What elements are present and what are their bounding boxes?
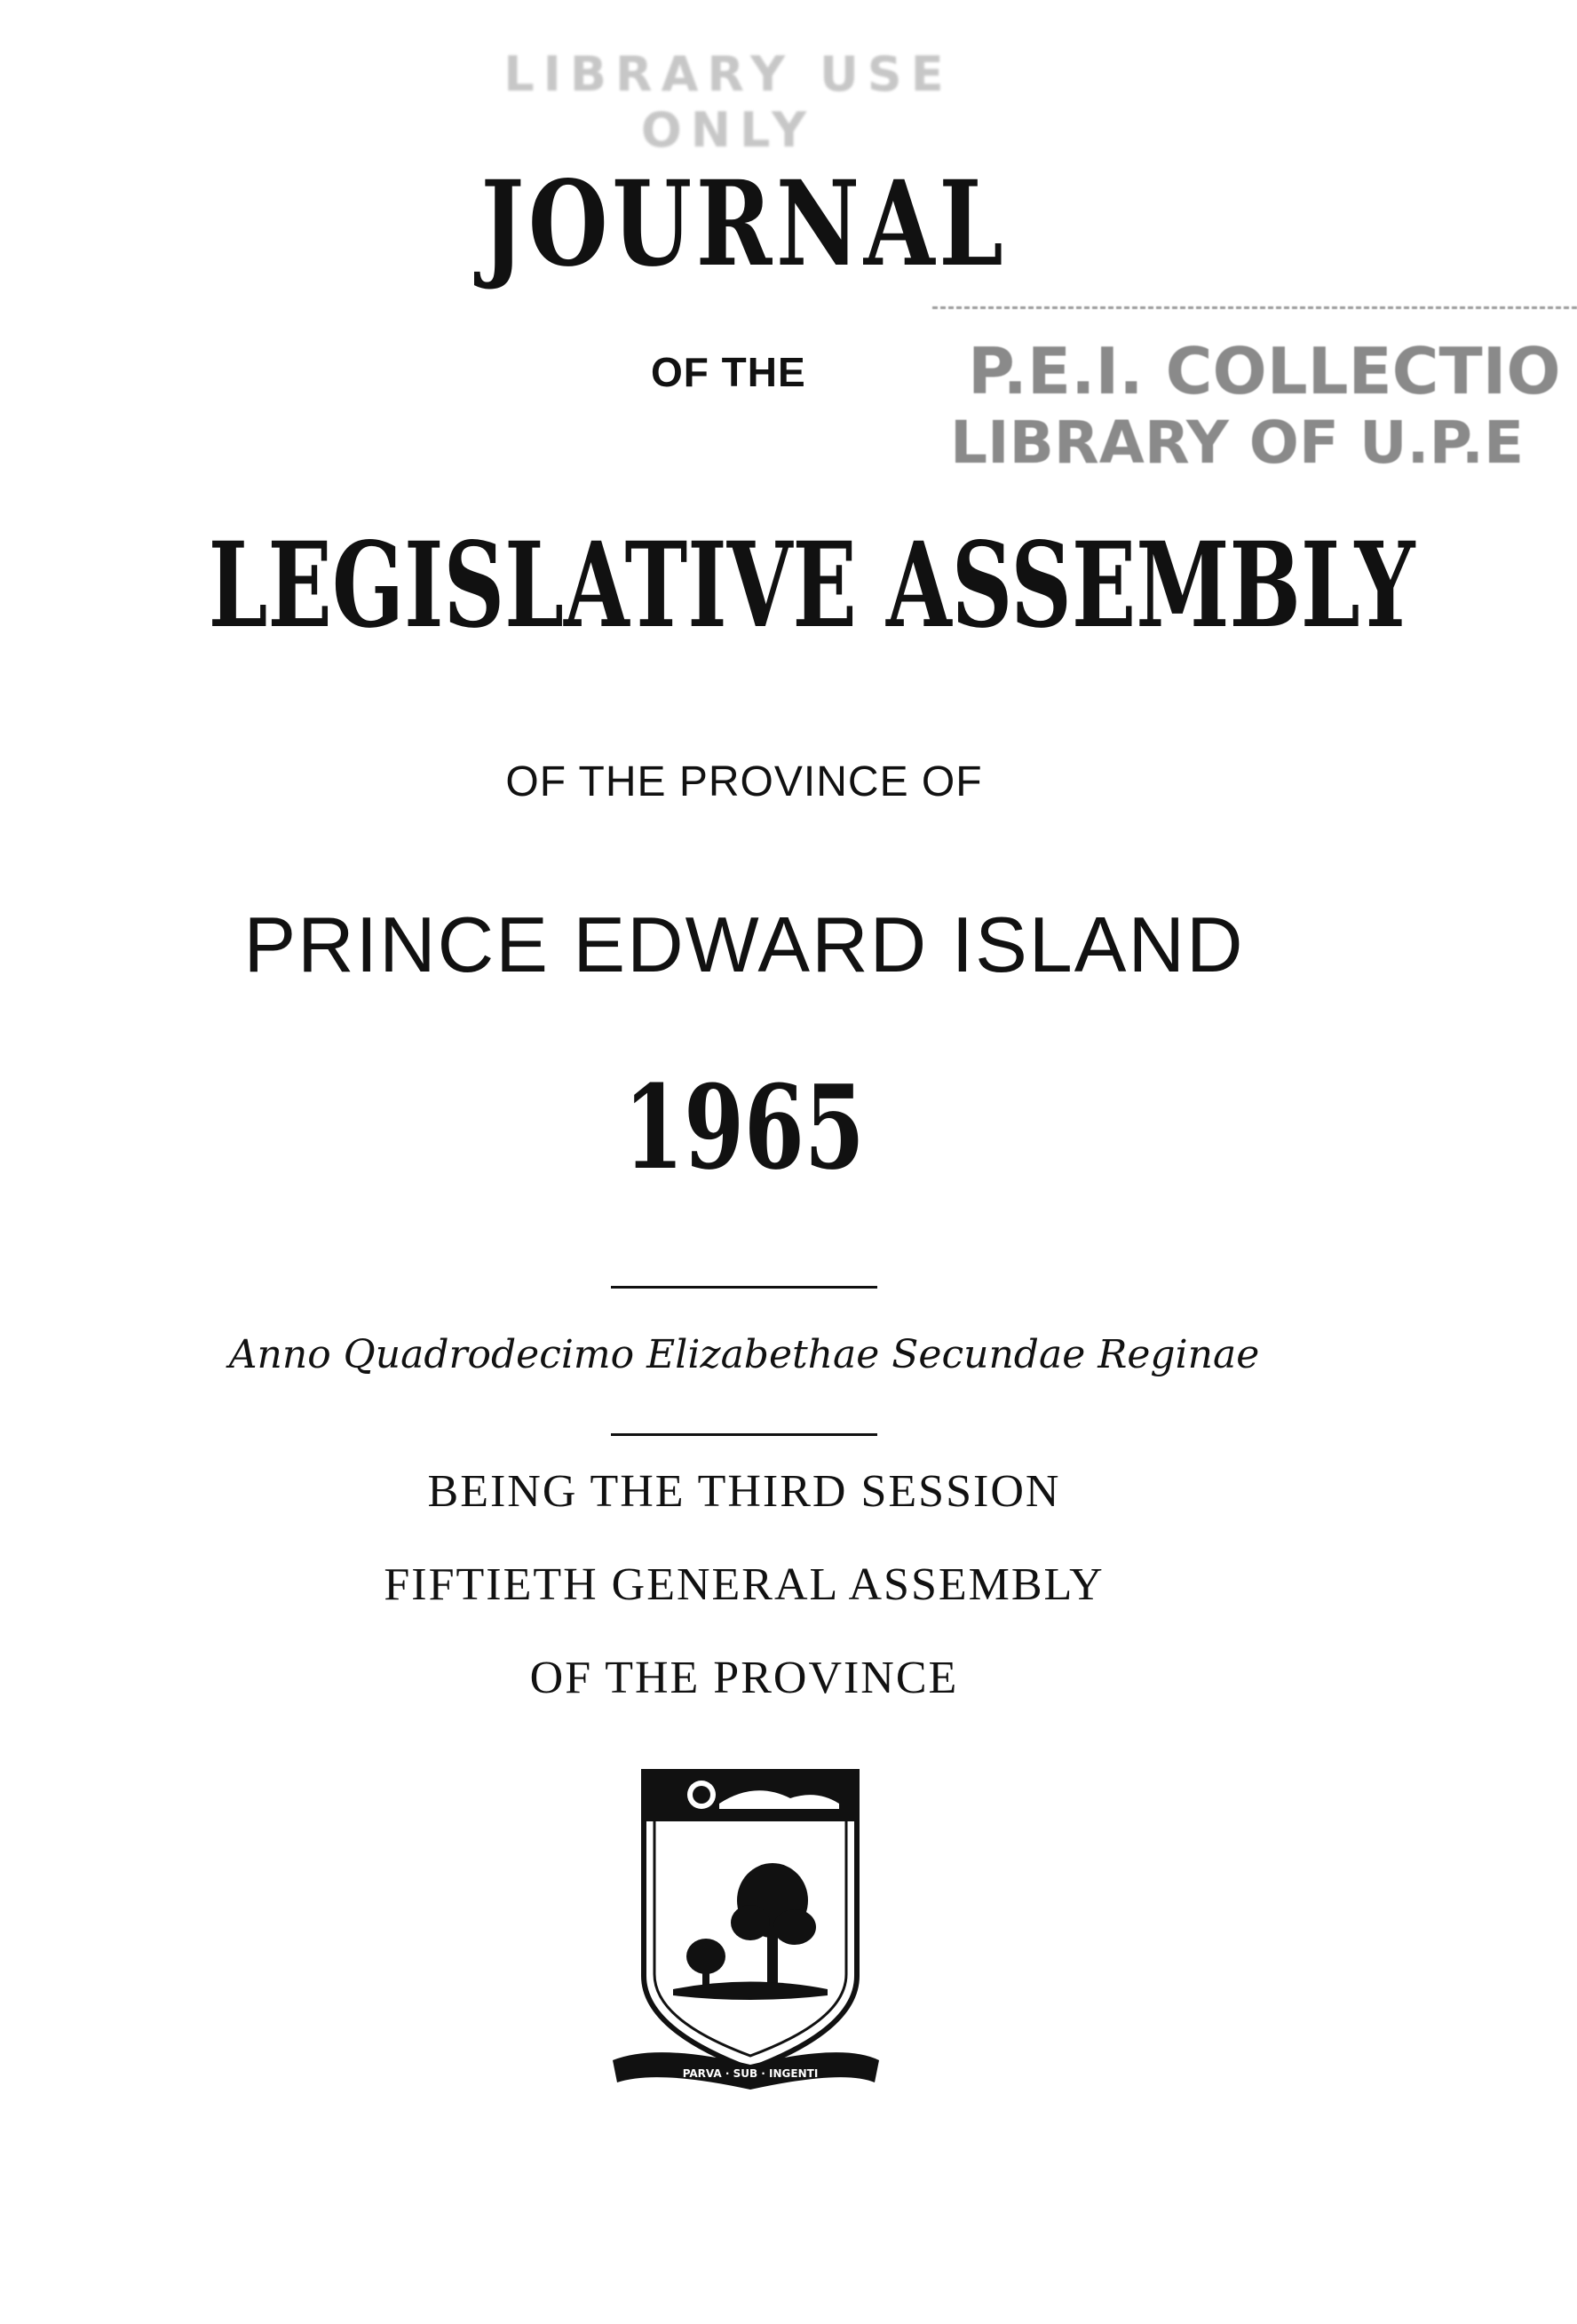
library-use-only-stamp: LIBRARY USE ONLY [503,46,953,158]
of-the-subtitle: OF THE [651,349,806,395]
stamp-collection-line: P.E.I. COLLECTIO [968,334,1561,408]
stamp-library-line: LIBRARY OF U.P.E [950,408,1525,477]
session-line-2: FIFTIETH GENERAL ASSEMBLY [384,1559,1105,1610]
pei-collection-stamp [932,306,1577,487]
session-line-1: BEING THE THIRD SESSION [427,1466,1061,1517]
legislative-assembly-title: LEGISLATIVE ASSEMBLY [208,517,1415,654]
latin-regnal-year: Anno Quadrodecimo Elizabethae Secundae Reginae [228,1332,1260,1377]
divider-rule-bottom [611,1433,877,1436]
coat-of-arms-icon [604,1763,888,2100]
of-the-province-of-subtitle: OF THE PROVINCE OF [505,758,983,805]
journal-title: JOURNAL [480,155,1008,293]
divider-rule-top [611,1286,877,1289]
crest-motto: PARVA · SUB · INGENTI [682,2067,819,2080]
year: 1965 [623,1059,865,1195]
session-line-3: OF THE PROVINCE [529,1653,959,1703]
province-name: PRINCE EDWARD ISLAND [243,900,1245,988]
